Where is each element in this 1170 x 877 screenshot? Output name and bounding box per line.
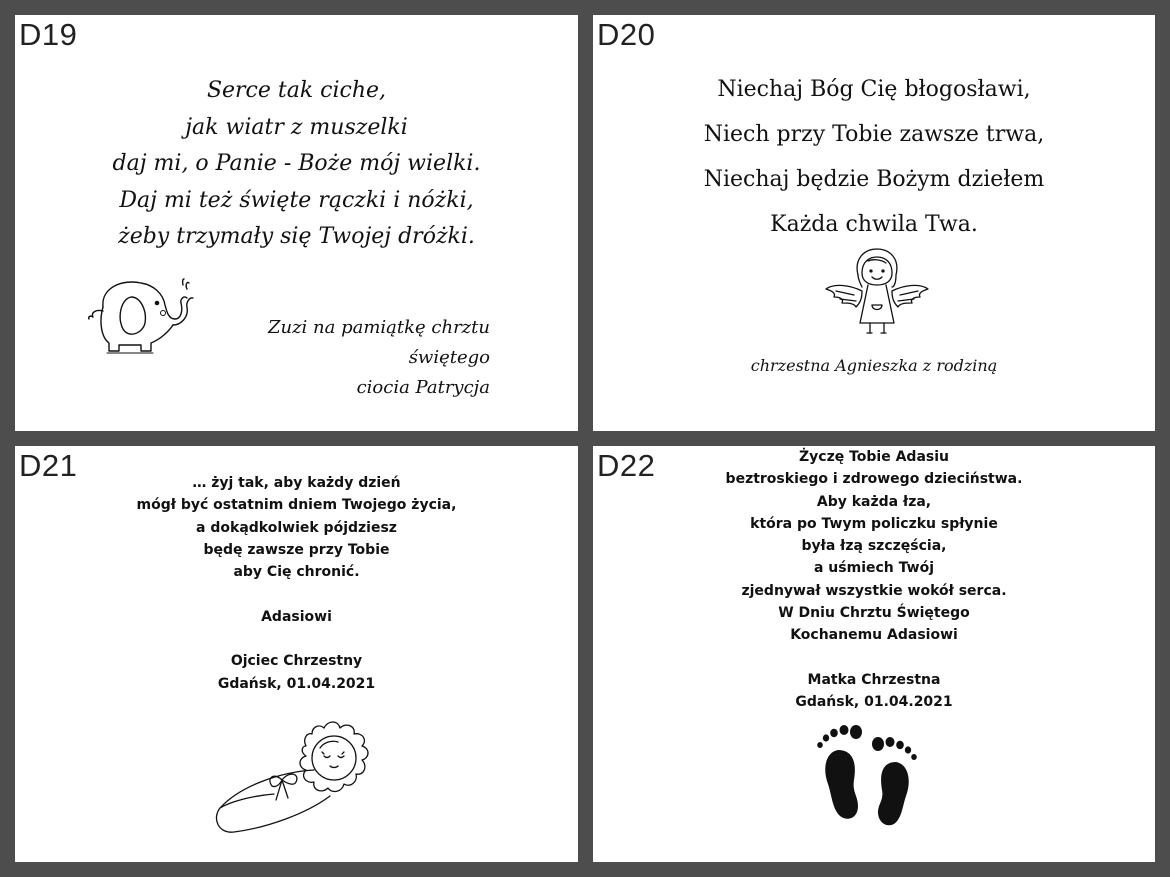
signature: Ojciec Chrzestny xyxy=(230,653,363,670)
message-line: była łzą szczęścia, xyxy=(801,538,947,555)
elephant-icon xyxy=(83,267,195,363)
card-d21 xyxy=(15,446,578,862)
place-date: Gdańsk, 01.04.2021 xyxy=(795,694,953,711)
message-line: a dokądkolwiek pójdziesz xyxy=(196,519,397,536)
place-date: Gdańsk, 01.04.2021 xyxy=(217,675,376,692)
signature: Matka Chrzestna xyxy=(807,671,941,688)
spacer xyxy=(593,647,1155,669)
message-line: Kochanemu Adasiowi xyxy=(790,627,958,644)
spacer xyxy=(15,583,578,605)
card-code: D20 xyxy=(597,17,656,52)
poem xyxy=(593,67,1155,247)
poem-line: Niechaj będzie Bożym dziełem xyxy=(703,167,1045,192)
card-d20 xyxy=(593,15,1155,431)
recipient: Adasiowi xyxy=(261,608,332,625)
card-code: D19 xyxy=(19,17,78,52)
message-line: a uśmiech Twój xyxy=(813,560,934,577)
poem-line: Każda chwila Twa. xyxy=(770,212,978,237)
card-d19 xyxy=(15,15,578,431)
message-line: beztroskiego i zdrowego dzieciństwa. xyxy=(725,471,1023,488)
message-line: która po Twym policzku spłynie xyxy=(750,515,998,532)
message xyxy=(15,472,578,695)
poem-line: Niech przy Tobie zawsze trwa, xyxy=(703,122,1045,147)
poem xyxy=(15,73,578,256)
card-code: D21 xyxy=(19,448,78,483)
message-line: będę zawsze przy Tobie xyxy=(203,541,390,558)
message-line: W Dniu Chrztu Świętego xyxy=(778,605,970,622)
poem-line: żeby trzymały się Twojej dróżki. xyxy=(118,224,475,249)
message-line: zjednywał wszystkie wokół serca. xyxy=(741,582,1007,599)
dedication-line: ciocia Patrycja xyxy=(356,377,490,398)
poem-line: Daj mi też święte rączki i nóżki, xyxy=(119,187,474,213)
spacer xyxy=(15,628,578,650)
message xyxy=(593,446,1155,714)
dedication-line: Zuzi na pamiątkę chrztu świętego xyxy=(267,317,490,368)
poem-line: jak wiatr z muszelki xyxy=(185,114,408,140)
message-line: Życzę Tobie Adasiu xyxy=(799,449,949,465)
angel-icon xyxy=(824,245,930,339)
dedication xyxy=(185,313,490,403)
signature: chrzestna Agnieszka z rodziną xyxy=(750,356,998,375)
poem-line: Niechaj Bóg Cię błogosławi, xyxy=(717,77,1031,102)
message-line: Aby każda łza, xyxy=(816,493,932,510)
message-line: … żyj tak, aby każdy dzień xyxy=(192,475,401,491)
card-code: D22 xyxy=(597,448,656,483)
baby-footprints-icon xyxy=(816,722,920,830)
swaddled-baby-icon xyxy=(210,708,385,842)
poem-line: daj mi, o Panie - Boże mój wielki. xyxy=(112,151,481,176)
message-line: aby Cię chronić. xyxy=(233,564,360,581)
message-line: mógł być ostatnim dniem Twojego życia, xyxy=(136,497,457,514)
card-d22 xyxy=(593,446,1155,862)
poem-line: Serce tak ciche, xyxy=(206,78,387,103)
